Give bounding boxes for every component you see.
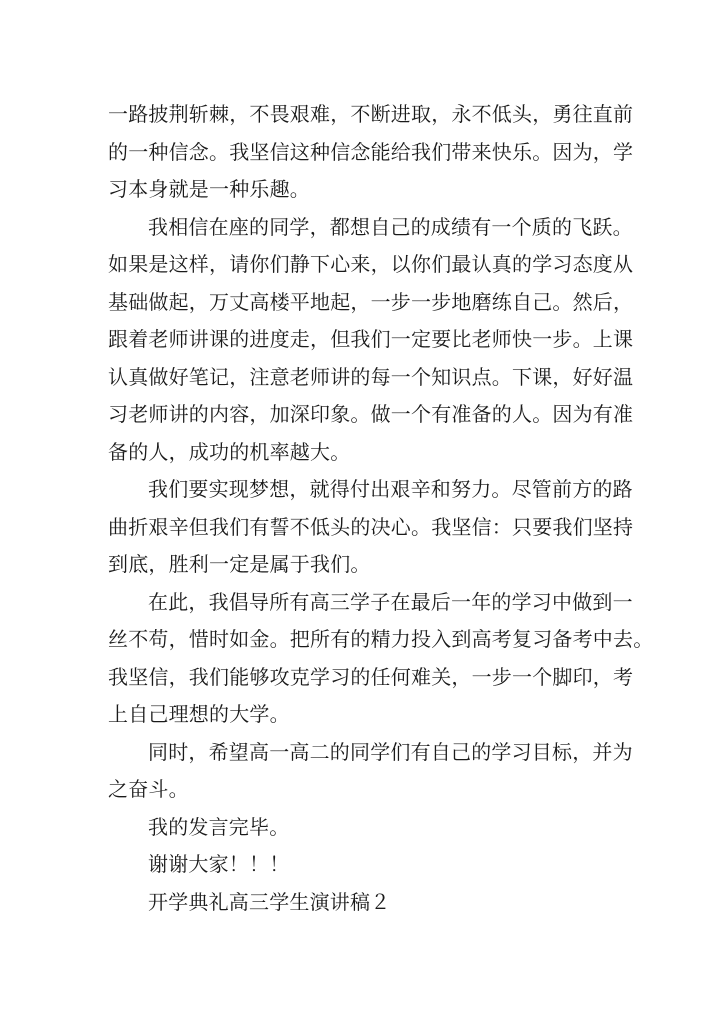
text-line: 上自己理想的大学。 <box>108 702 290 726</box>
text-line: 跟着老师讲课的进度走，但我们一定要比老师快一步。上课 <box>108 327 634 351</box>
text-line: 一路披荆斩棘，不畏艰难，不断进取，永不低头，勇往直前 <box>108 102 634 126</box>
paragraph-first-line: 我们要实现梦想，就得付出艰辛和努力。尽管前方的路 <box>148 477 633 501</box>
paragraph-first-line: 我相信在座的同学，都想自己的成绩有一个质的飞跃。 <box>148 214 633 239</box>
text-line: 丝不苟，惜时如金。把所有的精力投入到高考复习备考中去。 <box>108 627 654 651</box>
text-line: 之奋斗。 <box>108 777 189 801</box>
section-title: 开学典礼高三学生演讲稿２ <box>148 889 391 914</box>
text-line: 曲折艰辛但我们有誓不低头的决心。我坚信：只要我们坚持 <box>108 514 634 539</box>
text-line: 备的人，成功的机率越大。 <box>108 439 351 464</box>
text-line: 到底，胜利一定是属于我们。 <box>108 552 371 576</box>
text-line: 的一种信念。我坚信这种信念能给我们带来快乐。因为，学 <box>108 139 634 164</box>
closing-remark: 我的发言完毕。 <box>148 814 290 839</box>
text-line: 认真做好笔记，注意老师讲的每一个知识点。下课，好好温 <box>108 364 634 389</box>
document-body <box>108 96 654 921</box>
paragraph-first-line: 在此，我倡导所有高三学子在最后一年的学习中做到一 <box>148 589 633 614</box>
text-line: 我坚信，我们能够攻克学习的任何难关，一步一个脚印，考 <box>108 664 634 689</box>
text-line: 习本身就是一种乐趣。 <box>108 177 310 201</box>
thanks-line: 谢谢大家！！！ <box>148 852 290 876</box>
text-line: 如果是这样，请你们静下心来，以你们最认真的学习态度从 <box>108 252 634 276</box>
paragraph-first-line: 同时，希望高一高二的同学们有自己的学习目标，并为 <box>148 739 633 764</box>
text-line: 基础做起，万丈高楼平地起，一步一步地磨练自己。然后， <box>108 289 634 314</box>
text-line: 习老师讲的内容，加深印象。做一个有准备的人。因为有准 <box>108 402 634 426</box>
